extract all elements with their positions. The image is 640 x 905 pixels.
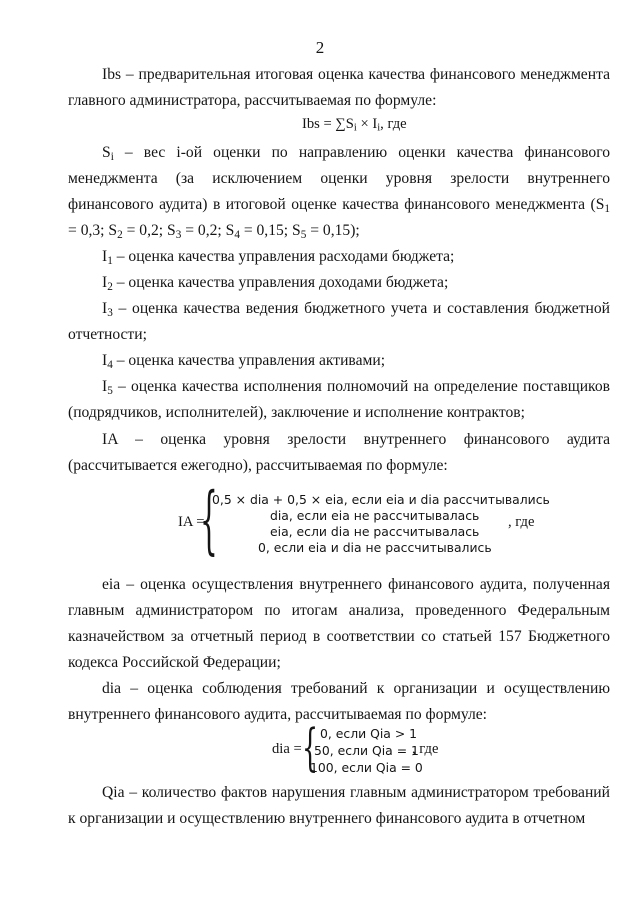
s1-sub: 1 bbox=[604, 202, 610, 215]
s4-sub: 4 bbox=[234, 228, 240, 241]
s5-val: = 0,15); bbox=[306, 222, 360, 239]
paragraph-ia-text: – оценка уровня зрелости внутреннего финансового аудита (рассчитывается ежегодно), рассчитываемая по формуле: bbox=[68, 431, 610, 474]
term-i2-sub: 2 bbox=[107, 280, 113, 293]
paragraph-i4 bbox=[68, 348, 610, 374]
term-ibs: Ibs bbox=[102, 66, 122, 83]
formula-dia-case-3: 100, если Qia = 0 bbox=[310, 760, 423, 775]
paragraph-eia bbox=[68, 572, 610, 676]
s2-val: = 0,2; S bbox=[122, 222, 176, 239]
s3-val: = 0,2; S bbox=[181, 222, 235, 239]
term-eia: eia bbox=[102, 576, 121, 593]
term-i5-sub: 5 bbox=[107, 384, 113, 397]
paragraph-dia bbox=[68, 676, 610, 728]
formula-ibs-tail: , где bbox=[380, 116, 407, 132]
formula-dia-case-1: 0, если Qia > 1 bbox=[320, 726, 418, 741]
formula-ia-case-4: 0, если eia и dia не рассчитывались bbox=[258, 540, 492, 555]
paragraph-i2-text: – оценка качества управления доходами бюджета; bbox=[112, 274, 449, 291]
paragraph-i4-text: – оценка качества управления активами; bbox=[112, 352, 386, 369]
s4-val: = 0,15; S bbox=[239, 222, 301, 239]
paragraph-i1-text: – оценка качества управления расходами бюджета; bbox=[112, 248, 455, 265]
term-dia: dia bbox=[102, 680, 122, 697]
paragraph-ibs bbox=[68, 62, 610, 114]
formula-ia-case-1: 0,5 × dia + 0,5 × eia, если eia и dia рассчитывались bbox=[212, 492, 550, 507]
paragraph-i1 bbox=[68, 244, 610, 270]
term-i3: I bbox=[102, 300, 108, 317]
formula-ibs bbox=[302, 116, 407, 133]
formula-ia-case-3: eia, если dia не рассчитывалась bbox=[270, 524, 480, 539]
s3-sub: 3 bbox=[175, 228, 182, 241]
term-qia: Qia bbox=[102, 784, 125, 801]
formula-ibs-sub-i2: i bbox=[377, 122, 381, 134]
formula-ibs-sub-i: i bbox=[353, 122, 357, 134]
formula-ia-lhs: IA = bbox=[178, 514, 205, 530]
paragraph-i5 bbox=[68, 374, 610, 426]
term-i1-sub: 1 bbox=[107, 254, 113, 267]
paragraph-ibs-text: – предварительная итоговая оценка качества финансового менеджмента главного администратора, рассчитываемая по формуле: bbox=[68, 66, 610, 109]
term-i5: I bbox=[102, 378, 108, 395]
paragraph-qia bbox=[68, 780, 610, 832]
formula-ia-case-2: dia, если eia не рассчитывалась bbox=[270, 508, 480, 523]
term-i4: I bbox=[102, 352, 108, 369]
term-si-sub: i bbox=[110, 150, 114, 163]
formula-dia-tail: , где bbox=[412, 741, 439, 757]
s5-sub: 5 bbox=[300, 228, 307, 241]
term-si: S bbox=[102, 144, 111, 161]
formula-ibs-sum: ∑S bbox=[335, 116, 354, 132]
s1-val: = 0,3; S bbox=[68, 222, 118, 239]
paragraph-i3-text: – оценка качества ведения бюджетного учета и составления бюджетной отчетности; bbox=[68, 300, 610, 343]
paragraph-si bbox=[68, 140, 610, 244]
paragraph-eia-text: – оценка осуществления внутреннего финансового аудита, полученная главным администратором по итогам анализа, проведенного Федеральным казначейством за отчетный период в соответствии со статьей 157 Бюджетного кодекса Российской Федерации; bbox=[68, 576, 610, 671]
paragraph-si-text: – вес i-ой оценки по направлению оценки качества финансового менеджмента (за исключением оценки уровня зрелости внутреннего финансового аудита) в итоговой оценке качества финансового менеджмента (S bbox=[68, 144, 610, 213]
term-i3-sub: 3 bbox=[107, 306, 113, 319]
paragraph-i2 bbox=[68, 270, 610, 296]
page-number: 2 bbox=[315, 38, 325, 57]
term-i4-sub: 4 bbox=[107, 358, 113, 371]
paragraph-ia bbox=[68, 427, 610, 479]
formula-dia-lhs: dia = bbox=[272, 741, 302, 757]
formula-ibs-lhs: Ibs bbox=[302, 116, 320, 132]
formula-ibs-times: × I bbox=[356, 116, 378, 132]
formula-dia-brace: { bbox=[302, 719, 319, 778]
s2-sub: 2 bbox=[117, 228, 123, 241]
formula-ia-brace: { bbox=[200, 478, 218, 564]
formula-ibs-eq: = bbox=[319, 116, 336, 132]
term-ia: IA bbox=[102, 431, 118, 448]
paragraph-qia-text: – количество фактов нарушения главным администратором требований к организации и осуществлению внутреннего финансового аудита в отчетном bbox=[68, 784, 610, 827]
paragraph-dia-text: – оценка соблюдения требований к организации и осуществлению внутреннего финансового аудита, рассчитываемая по формуле: bbox=[68, 680, 610, 723]
term-i2: I bbox=[102, 274, 108, 291]
paragraph-i3 bbox=[68, 296, 610, 348]
formula-ia-tail: , где bbox=[508, 514, 535, 530]
formula-dia-case-2: 50, если Qia = 1 bbox=[314, 743, 419, 758]
term-i1: I bbox=[102, 248, 108, 265]
paragraph-i5-text: – оценка качества исполнения полномочий на определение поставщиков (подрядчиков, исполнителей), заключение и исполнение контрактов; bbox=[68, 378, 610, 421]
